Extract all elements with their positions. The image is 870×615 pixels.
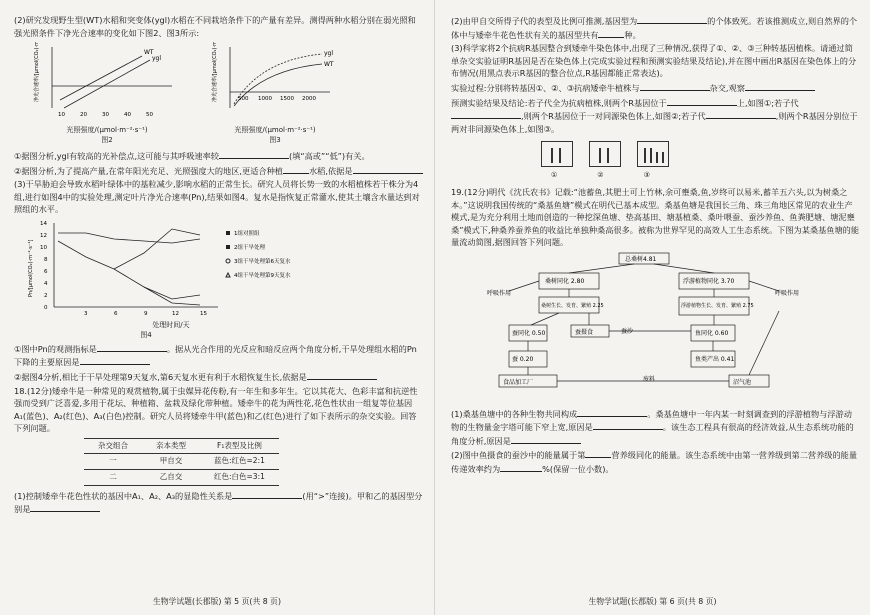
q3-part1: ①图中Pn的观测指标是 。据从光合作用的光反应和暗反应两个角度分析,干旱处理组水稻的Pn下降的主要原因是 [14, 343, 417, 368]
q3-intro: (3)干旱胁迫会导致水稻叶绿体中的基粒减少,影响水稻的正常生长。研究人员将长势一致的水稻植株若干株分为4组,进行如图4中的实验处理,测定叶片净光合速率(Pn),结果如图4。复水是指恢复正常灌水,使其土壤含水量达到对照组的水平。 [14, 179, 420, 215]
node-biogas: 沼气池 [733, 378, 752, 386]
chromosome-figures [541, 141, 860, 167]
fig3-xlabel: 光照强度/(μmol·m⁻²·s⁻¹) [234, 125, 316, 134]
fig4-legend: 3组干旱处理第6天复水 [234, 258, 291, 265]
svg-text:9: 9 [144, 310, 148, 317]
figure-row-2-3 [32, 42, 424, 147]
table-header: 杂交组合 [84, 438, 142, 454]
node-total: 总桑树4.81 [625, 255, 657, 263]
q19-intro: 19.(12分)明代《沈氏农书》记载:“池蓄鱼,其肥土可上竹林,余可壅桑,鱼,岁终可以易米,蓄羊五六头,以为树桑之本。”这说明我国传统的“桑基鱼塘”模式在明代已基本成型。桑基鱼塘是我国长三角、珠三角地区常见的农业生产模式,是为充分利用土地而创造的一种挖深鱼塘、垫高基田、塘基植桑、桑叶喂蚕、蚕沙养鱼、鱼粪肥塘、塘泥壅桑”模式下,种桑养蚕养鱼的收益比单独种桑高很多。被称为世界罕见的高效人工生态系统。下图为某桑基鱼塘的能量流动简图,据图回答下列问题。 [451, 186, 860, 248]
q2-part1: ①据图分析,ygl有较高的光补偿点,这可能与其呼吸速率较 (填“高或”“低”)有关。 [14, 150, 370, 161]
fig3-label-ygl: ygl [324, 50, 334, 58]
svg-text:15: 15 [200, 310, 207, 317]
answer-blank[interactable] [667, 96, 737, 106]
fig2-ylabel: 净光合速率/[μmol(CO₂)·m⁻²·s⁻¹] [34, 42, 40, 103]
svg-text:3: 3 [84, 310, 88, 317]
node-silkworm-intake: 蚕摄食 [575, 328, 594, 336]
fig3-tick: 500 [238, 96, 249, 103]
energy-flow-svg [479, 251, 839, 401]
figure-4-svg [28, 217, 328, 317]
chrom-label: ② [597, 171, 604, 180]
chromosome-box-2[interactable] [589, 141, 621, 167]
fig2-tick: 50 [146, 112, 153, 119]
chrom-label: ③ [643, 171, 650, 180]
answer-blank[interactable] [577, 407, 647, 417]
fig2-tick: 40 [124, 112, 131, 119]
fig2-xlabel: 光照强度/(μmol·m⁻²·s⁻¹) [66, 125, 148, 134]
svg-text:6: 6 [114, 310, 118, 317]
svg-text:10: 10 [40, 244, 47, 251]
chromosome-box-3[interactable] [637, 141, 669, 167]
node-silkworm: 蚕同化 0.50 [512, 329, 546, 337]
figure-3 [210, 42, 340, 147]
answer-blank[interactable] [500, 462, 542, 472]
chrom-label: ① [551, 171, 558, 180]
answer-blank[interactable] [283, 164, 309, 174]
fig2-tick: 10 [58, 112, 65, 119]
fig3-ylabel: 净光合速率/[μmol(CO₂)·m⁻²·s⁻¹] [212, 42, 218, 103]
answer-blank[interactable] [307, 370, 377, 380]
svg-text:6: 6 [44, 268, 48, 275]
q19-part2: (2)图中鱼摄食的蚕沙中的能量属于第 营养级同化的能量。该生态系统中由第一营养级到第二营养级的能量传递效率约为 %(保留一位小数)。 [451, 450, 858, 474]
fig4-legend: 4组干旱处理第9天复水 [234, 272, 291, 279]
fig3-tick: 2000 [302, 96, 316, 103]
fig3-tick: 1500 [280, 96, 294, 103]
fig2-ygl-line [64, 60, 150, 108]
fig2-tick: 20 [80, 112, 87, 119]
svg-text:2: 2 [44, 292, 48, 299]
node-respiration-2: 呼吸作用 [775, 289, 800, 297]
answer-blank[interactable] [706, 109, 776, 119]
answer-blank[interactable] [640, 81, 710, 91]
fig2-label-ygl: ygl [152, 55, 162, 63]
q18-part1: (1)控制矮牵牛花色性状的基因中A₁、A₂、A₃的显隐性关系是 (用“>”连接)。甲和乙的基因型分别是 [14, 490, 423, 515]
q18-part3: (3)科学家将2个抗病R基因整合到矮牵牛染色体中,出现了三种情况,获得了①、②、③三种转基因植株。请通过简单杂交实验证明R基因是否在染色体上(完成实验过程和预测实验结果及结论),并在图中画出R基因在染色体上的分布情况(用黑点表示R基因的整合位点,R基因都能正常表达)。 [451, 43, 857, 79]
node-mulberry-growth: 桑树生长、发育、繁殖 2.25 [541, 302, 604, 309]
svg-text:0: 0 [44, 304, 48, 311]
table-header: F₁表型及比例 [200, 438, 279, 454]
fig4-caption: 图4 [140, 331, 152, 340]
node-fish-output: 鱼类产出 0.41 [695, 355, 735, 363]
answer-blank[interactable] [598, 28, 624, 38]
answer-blank[interactable] [585, 448, 611, 458]
fig3-label-wt: WT [324, 61, 334, 69]
fig4-xlabel: 处理时间/天 [152, 320, 190, 329]
fig2-label-wt: WT [144, 49, 154, 57]
right-page [435, 0, 870, 615]
label-silkworm-feces: 蚕沙 [621, 327, 634, 335]
page-footer-left: 生物学试题(长郡版) 第 5 页(共 8 页) [152, 597, 282, 607]
figure-2-svg [32, 42, 182, 122]
table-row: 二 乙自交 红色:白色=3:1 [84, 470, 279, 486]
q19-part1: (1)桑基鱼塘中的各种生物共同构成 。桑基鱼塘中一年内某一时刻调查到的浮游植物与浮游动物的生物量金字塔可能下窄上宽,原因是 。该生态工程具有很高的经济效益,从生态系统功能的角度分析,原因是 [451, 408, 854, 446]
fig4-legend: 2组干旱处理 [234, 244, 265, 251]
fig4-series-1 [58, 233, 200, 243]
q2-part2: ②据图分析,为了提高产量,在常年阳光充足、光照强度大的地区,更适合种植 水稻,依据是 [14, 164, 424, 178]
fig4-legend: 1组对照组 [234, 230, 260, 237]
answer-blank[interactable] [593, 420, 663, 430]
fig4-series-2 [58, 241, 200, 305]
fig2-tick: 30 [102, 112, 109, 119]
node-phyto-growth: 浮游植物生长、发育、繁殖 2.75 [681, 302, 754, 309]
node-silk: 蚕 0.20 [512, 355, 534, 363]
figure-2 [32, 42, 182, 147]
svg-text:14: 14 [40, 220, 47, 227]
answer-blank[interactable] [353, 164, 423, 174]
cross-table [84, 438, 279, 486]
figure-4 [28, 217, 424, 342]
answer-blank[interactable] [80, 355, 150, 365]
answer-blank[interactable] [637, 14, 707, 24]
svg-text:12: 12 [40, 232, 47, 239]
answer-blank[interactable] [219, 149, 289, 159]
figure-3-svg [210, 42, 340, 122]
answer-blank[interactable] [232, 489, 302, 499]
svg-text:8: 8 [44, 256, 48, 263]
q18-design: 实验过程:分别将转基因①、②、③抗病矮牵牛植株与 杂交,观察 [451, 81, 860, 95]
page-footer-right: 生物学试题(长郡版) 第 6 页(共 8 页) [588, 597, 717, 607]
chromosome-box-1[interactable] [541, 141, 573, 167]
q18-part2: (2)由甲自交所得子代的表型及比例可推测,基因型为 的个体致死。若该推测成立,则自然界的个体中与矮牵牛花色性状有关的基因型共有 种。 [451, 16, 858, 40]
fig2-wt-line [60, 56, 142, 100]
fig2-caption: 图2 [101, 136, 113, 145]
label-waste: 废料 [643, 375, 656, 383]
table-row: 一 甲自交 蓝色:红色=2:1 [84, 454, 279, 470]
fig3-caption: 图3 [269, 136, 281, 145]
node-respiration-1: 呼吸作用 [487, 289, 512, 297]
node-fish: 鱼同化 0.60 [695, 329, 729, 337]
q3-part2: ②据图4分析,相比于干旱处理第9天复水,第6天复水更有利于水稻恢复生长,依据是 [14, 370, 424, 384]
svg-text:12: 12 [172, 310, 179, 317]
fig4-series-3 [114, 229, 200, 269]
answer-blank[interactable] [745, 81, 815, 91]
chromosome-labels [551, 169, 860, 182]
answer-blank[interactable] [451, 109, 521, 119]
energy-flow-diagram [479, 251, 860, 405]
fig3-tick: 1000 [258, 96, 272, 103]
fig4-series-4 [144, 287, 200, 299]
q2-intro: (2)研究发现野生型(WT)水稻和突变体(ygl)水稻在不同栽培条件下的产量有差异。测得两种水稻分别在弱光照和强光照条件下净光合速率的变化如下图2、图3所示: [14, 15, 416, 38]
node-mulberry: 桑树同化 2.80 [545, 277, 585, 285]
answer-blank[interactable] [97, 342, 167, 352]
q18-intro: 18.(12分)矮牵牛是一种常见的观赏植物,属于虫媒异花传粉,有一年生和多年生。它以其花大、色彩丰富和抗逆性强而受到广泛喜爱,多用于花坛、种植箱、盆栽及绿化带种植。矮牵牛的花为两性花,花色性状由一组复等位基因A₁(蓝色)、A₂(红色)、A₃(白色)控制。研究人员将矮牵牛甲(蓝色)和乙(红色)进行了如下表所示的杂交实验。回答下列问题。 [14, 385, 418, 434]
node-phyto: 浮游植物同化 3.70 [683, 277, 735, 285]
table-header: 亲本类型 [142, 438, 200, 454]
q18-predict: 预测实验结果及结论:若子代全为抗病植株,则两个R基因位于 上,如图①;若子代,则两个R基因位于一对同源染色体上,如图②;若子代 ,则两个R基因分别位于两对非同源染色体上,如图③。 [451, 97, 858, 134]
node-factory: 食品加工厂 [503, 378, 534, 386]
answer-blank[interactable] [30, 502, 100, 512]
svg-text:4: 4 [44, 280, 48, 287]
fig4-ylabel: Pn/[μmol(CO₂)·m⁻²·s⁻¹] [28, 239, 34, 297]
answer-blank[interactable] [511, 434, 581, 444]
